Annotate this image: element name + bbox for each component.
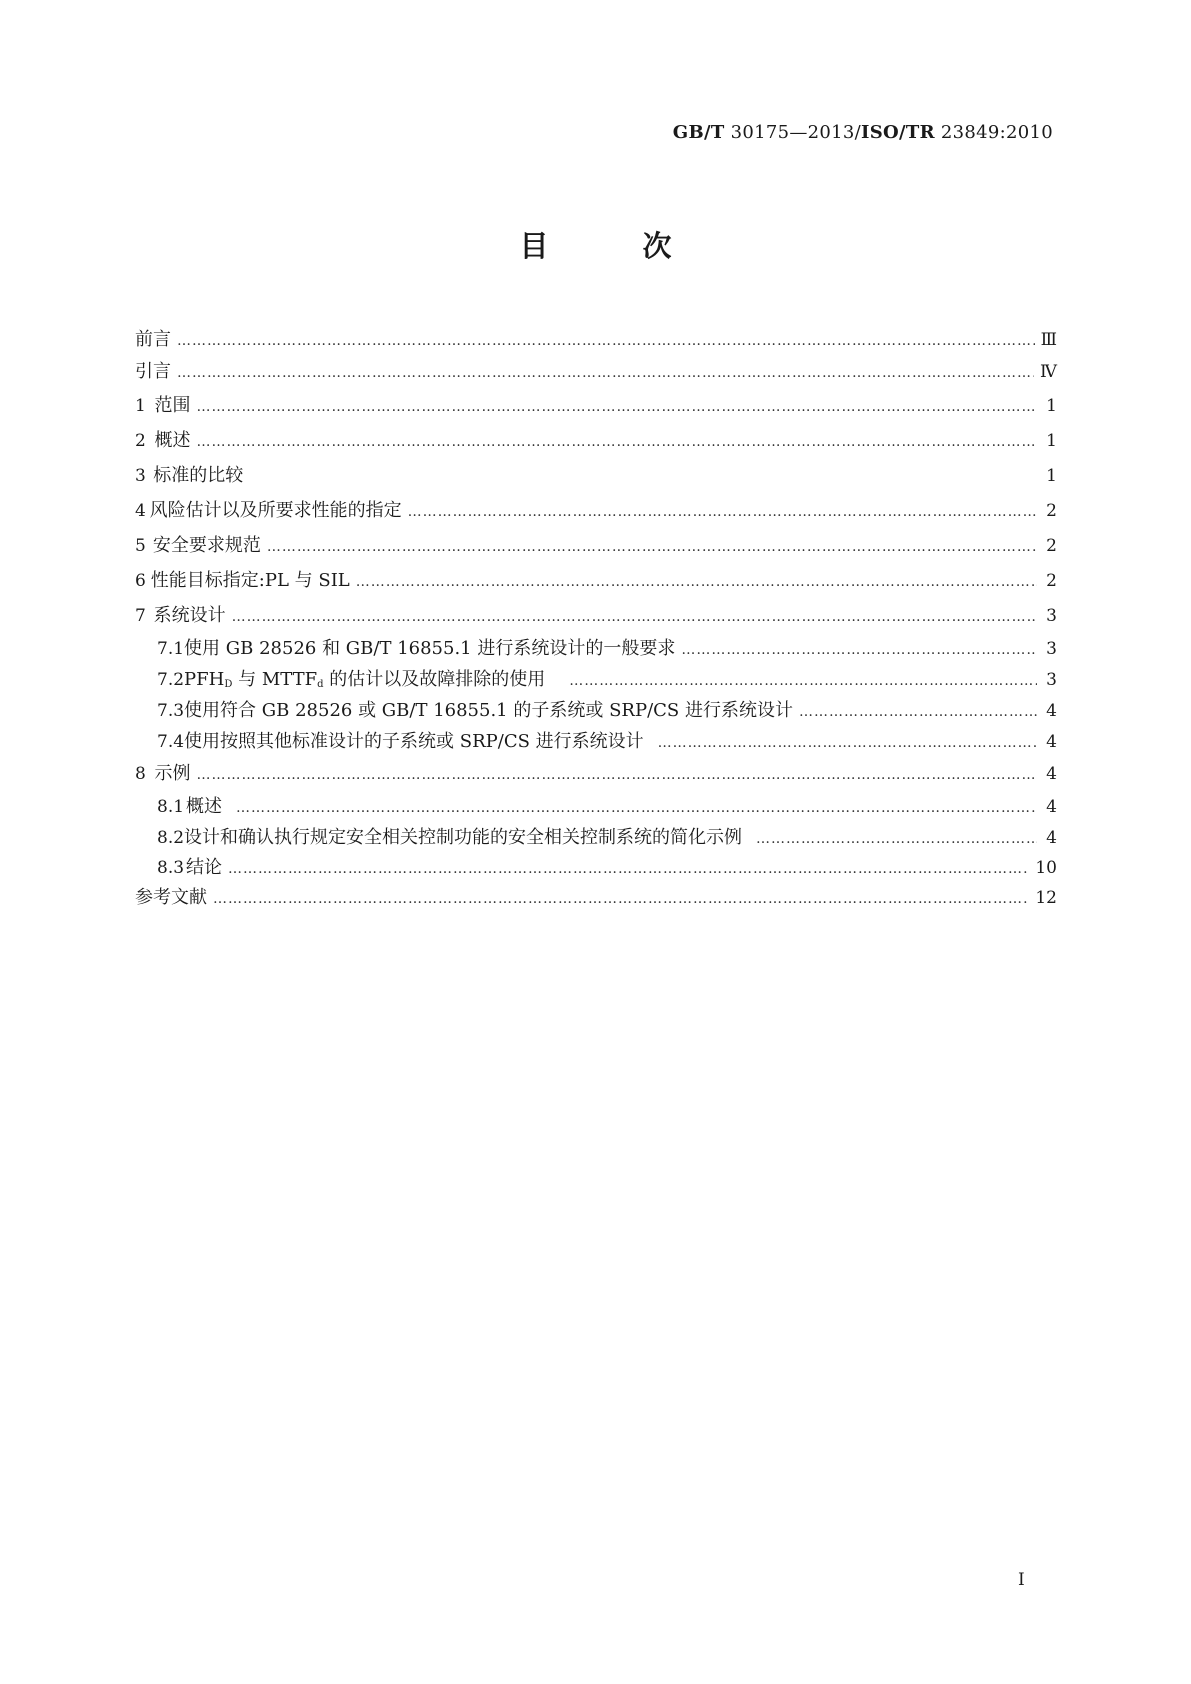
toc-entry-7-1[interactable] — [135, 633, 1057, 664]
toc-entry-6[interactable] — [135, 563, 1057, 598]
toc-label: 概述 — [154, 430, 191, 451]
toc-label: 风险估计以及所要求性能的指定 — [149, 500, 402, 521]
toc-page: Ⅳ — [1040, 362, 1057, 382]
toc-entry-preface[interactable] — [135, 324, 1057, 356]
toc-number: 8.2 — [157, 828, 185, 848]
toc-label: 系统设计 — [153, 605, 226, 626]
page-title: 目 次 — [519, 229, 714, 263]
toc-number: 2 — [135, 431, 146, 451]
toc-label-part: 与 MTTF — [232, 669, 318, 690]
toc-page: 2 — [1046, 571, 1057, 591]
toc-label: 范围 — [154, 395, 191, 416]
toc-number: 7.1 — [157, 639, 185, 659]
toc-label-part: 的估计以及故障排除的使用 — [323, 669, 546, 690]
toc-label: 使用符合 GB 28526 或 GB/T 16855.1 的子系统或 SRP/CS 进行系统设计 — [184, 700, 793, 721]
dot-leader — [196, 390, 1037, 425]
table-of-contents — [135, 324, 1057, 913]
toc-entry-7[interactable] — [135, 598, 1057, 633]
toc-entry-7-2[interactable] — [135, 664, 1057, 695]
toc-page: 4 — [1046, 701, 1057, 721]
toc-number: 7 — [135, 606, 146, 626]
toc-number: 6 — [135, 571, 146, 591]
toc-entry-2[interactable] — [135, 423, 1057, 458]
toc-label: 示例 — [154, 763, 191, 784]
toc-entry-8-2[interactable] — [135, 822, 1057, 853]
toc-page: 1 — [1046, 466, 1057, 486]
dot-leader — [228, 854, 1029, 884]
dot-leader — [799, 697, 1037, 728]
toc-entry-8-1[interactable] — [135, 791, 1057, 822]
dot-leader — [356, 565, 1037, 600]
code-main: 30175—2013/ — [730, 122, 861, 143]
toc-label: 使用按照其他标准设计的子系统或 SRP/CS 进行系统设计 — [184, 731, 644, 752]
toc-entry-4[interactable] — [135, 493, 1057, 528]
dot-leader — [569, 666, 1037, 697]
toc-page: 4 — [1046, 828, 1057, 848]
footer-page-number: Ⅰ — [1018, 1570, 1025, 1590]
toc-page: 4 — [1046, 764, 1057, 784]
toc-entry-8[interactable] — [135, 757, 1057, 791]
dot-leader — [196, 758, 1037, 792]
dot-leader — [681, 635, 1037, 666]
code-prefix: GB/T — [672, 122, 725, 143]
toc-entry-references[interactable] — [135, 883, 1057, 913]
toc-entry-introduction[interactable] — [135, 356, 1057, 388]
toc-entry-7-4[interactable] — [135, 726, 1057, 757]
toc-label: 结论 — [186, 857, 223, 878]
toc-number: 3 — [135, 466, 146, 486]
toc-number: 8.3 — [157, 858, 185, 878]
toc-label: 参考文献 — [135, 887, 207, 908]
toc-page: Ⅲ — [1040, 330, 1057, 350]
code-iso: ISO/TR — [861, 122, 935, 143]
dot-leader — [196, 425, 1037, 460]
toc-number: 4 — [135, 501, 146, 521]
toc-label: 设计和确认执行规定安全相关控制功能的安全相关控制系统的简化示例 — [184, 827, 743, 848]
toc-number: 1 — [135, 396, 146, 416]
toc-number: 8.1 — [157, 797, 185, 817]
toc-page: 3 — [1046, 639, 1057, 659]
toc-page: 2 — [1046, 501, 1057, 521]
toc-number: 7.3 — [157, 701, 185, 721]
toc-label: 引言 — [135, 361, 171, 382]
toc-label: 使用 GB 28526 和 GB/T 16855.1 进行系统设计的一般要求 — [184, 638, 676, 659]
toc-page: 1 — [1046, 431, 1057, 451]
dot-leader — [408, 495, 1037, 530]
dot-leader — [213, 884, 1029, 914]
dot-leader — [756, 824, 1037, 855]
toc-page: 4 — [1046, 797, 1057, 817]
dot-leader — [177, 325, 1035, 357]
toc-label: 前言 — [135, 329, 171, 350]
dot-leader — [658, 728, 1037, 759]
toc-label: 安全要求规范 — [152, 535, 261, 556]
toc-entry-7-3[interactable] — [135, 695, 1057, 726]
toc-label: 性能目标指定:PL 与 SIL — [150, 570, 350, 591]
toc-page: 2 — [1046, 536, 1057, 556]
dot-leader — [177, 357, 1034, 389]
toc-page: 3 — [1046, 606, 1057, 626]
toc-entry-5[interactable] — [135, 528, 1057, 563]
toc-label: 概述 — [186, 796, 223, 817]
toc-number: 7.2 — [157, 670, 185, 690]
standard-code-header — [673, 122, 1053, 143]
toc-entry-3[interactable] — [135, 458, 1057, 493]
toc-number: 5 — [135, 536, 146, 556]
subscript: d — [317, 679, 324, 690]
dot-leader — [267, 530, 1037, 565]
toc-page: 12 — [1035, 888, 1057, 908]
toc-number: 8 — [135, 764, 146, 784]
dot-leader — [236, 793, 1037, 824]
toc-page: 4 — [1046, 732, 1057, 752]
toc-number: 7.4 — [157, 732, 185, 752]
toc-entry-1[interactable] — [135, 388, 1057, 423]
toc-page: 1 — [1046, 396, 1057, 416]
toc-page: 3 — [1046, 670, 1057, 690]
toc-label-part: PFH — [184, 669, 225, 690]
subscript: D — [224, 679, 233, 690]
dot-leader — [232, 600, 1037, 635]
toc-label: 标准的比较 — [153, 465, 244, 486]
code-suffix: 23849:2010 — [940, 122, 1053, 143]
toc-page: 10 — [1035, 858, 1057, 878]
toc-entry-8-3[interactable] — [135, 853, 1057, 883]
